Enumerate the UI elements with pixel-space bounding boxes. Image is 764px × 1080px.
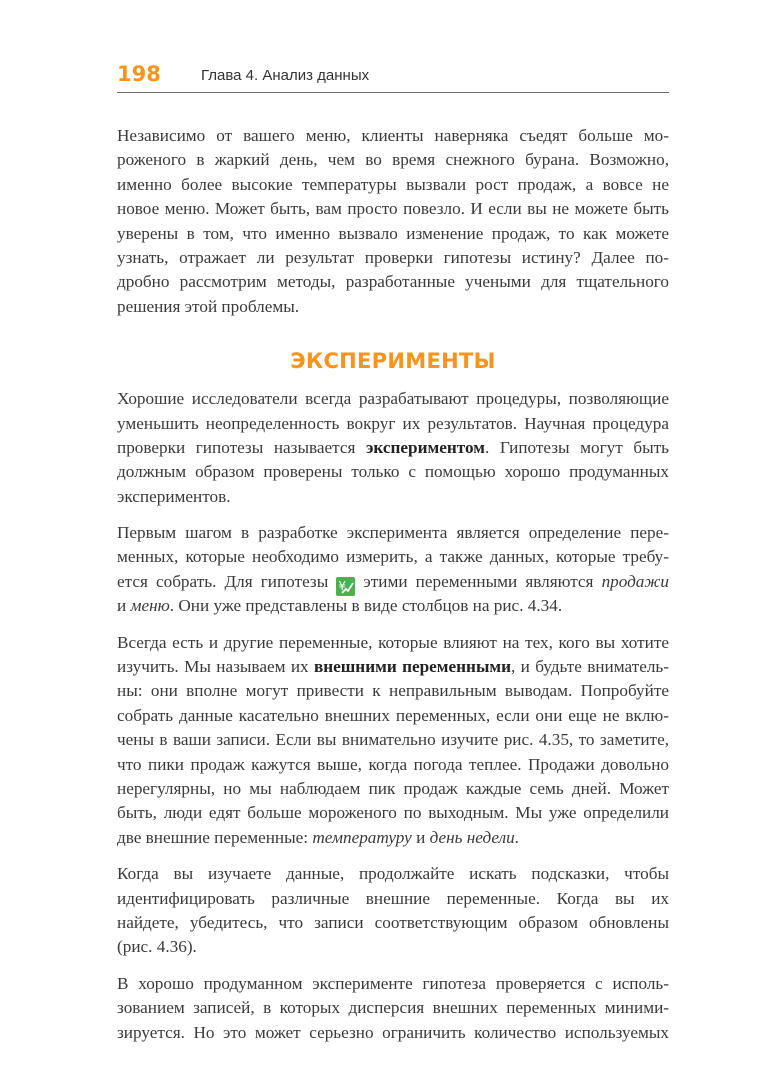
text-run: Независимо от вашего меню, клиенты наверняка съедят больше мо-: [117, 126, 669, 145]
section-heading: ЭКСПЕРИМЕНТЫ: [290, 349, 496, 374]
text-run: экспериментов.: [117, 486, 231, 506]
text-run: узнать, отражает ли результат проверки гипотезы истину? Далее по-: [117, 247, 669, 267]
chapter-title: Глава 4. Анализ данных: [201, 67, 370, 84]
text-line: [117, 295, 669, 319]
text-run: уменьшить неопределенность вокруг их результатов. Научная процедура: [117, 413, 669, 433]
text-run: этими переменными являются: [355, 571, 602, 591]
text-run: две внешние переменные:: [117, 827, 313, 847]
text-run: ется собрать. Для гипотезы: [117, 571, 337, 591]
text-run: менных, которые необходимо измерить, а также данных, которые требу-: [117, 547, 669, 567]
paragraph: [117, 862, 669, 960]
text-line: [117, 655, 669, 679]
text-run: дробно рассмотрим методы, разработанные учеными для тщательного: [117, 272, 669, 292]
italic-term: день недели: [429, 827, 515, 847]
text-run: и: [117, 596, 131, 616]
text-line: [117, 911, 669, 935]
text-line: [117, 436, 669, 460]
text-run: и: [411, 827, 430, 847]
text-run: зируется. Но это может серьезно ограничить количество используемых: [117, 1022, 669, 1042]
text-line: [117, 124, 669, 148]
text-line: [117, 148, 669, 172]
text-run: новое меню. Может быть, вам просто повезло. И если вы не можете быть: [117, 199, 669, 219]
text-run: (рис. 4.36).: [117, 937, 197, 957]
text-line: [117, 197, 669, 221]
italic-term: продажи: [601, 571, 669, 591]
text-run: проверки гипотезы называется: [117, 437, 366, 457]
text-run: собрать данные касательно внешних переменных, если они еще не вклю-: [117, 705, 669, 725]
paragraph: [117, 631, 669, 851]
text-line: [117, 246, 669, 270]
text-line: [117, 570, 669, 594]
text-line: [117, 270, 669, 294]
text-run: . Гипотезы могут быть: [484, 437, 669, 457]
text-run: именно более высокие температуры вызвали рост продаж, а вовсе не: [117, 174, 669, 194]
bold-term: внешними переменными: [313, 657, 511, 677]
body-text: [117, 124, 669, 1057]
text-line: [117, 728, 669, 752]
text-run: Всегда есть и другие переменные, которые влияют на тех, кого вы хотите: [117, 632, 669, 652]
text-line: [117, 826, 669, 850]
text-run: .: [514, 827, 519, 847]
paragraph: [117, 521, 669, 619]
text-run: чены в ваши записи. Если вы внимательно изучите рис. 4.35, то заметите,: [117, 730, 669, 750]
bold-term: экспериментом: [366, 437, 485, 457]
text-run: уверены в том, что именно вызвало изменение продаж, то как можете: [117, 223, 669, 243]
text-run: найдете, убедитесь, что записи соответствующим образом обновлены: [117, 912, 669, 932]
paragraph: [117, 387, 669, 509]
text-line: [117, 753, 669, 777]
text-line: [117, 545, 669, 569]
paragraph: [117, 124, 669, 319]
text-line: [117, 387, 669, 411]
text-line: [117, 460, 669, 484]
text-line: [117, 412, 669, 436]
text-line: [117, 887, 669, 911]
text-line: [117, 777, 669, 801]
text-line: [117, 972, 669, 996]
text-run: быть, люди едят больше мороженого по выходным. Мы уже определили: [117, 803, 669, 823]
text-run: что пики продаж кажутся выше, когда погода теплее. Продажи довольно: [117, 754, 669, 774]
text-line: [117, 173, 669, 197]
text-line: [117, 631, 669, 655]
text-line: [117, 521, 669, 545]
text-run: . Они уже представлены в виде столбцов на рис. 4.34.: [169, 596, 563, 616]
text-run: В хорошо продуманном эксперименте гипотеза проверяется с исполь-: [117, 973, 669, 993]
text-run: роженого в жаркий день, чем во время снежного бурана. Возможно,: [117, 150, 669, 170]
text-run: Первым шагом в разработке эксперимента является определение пере-: [117, 523, 669, 543]
text-line: [117, 679, 669, 703]
text-line: [117, 485, 669, 509]
yen-growth-icon: ¥: [336, 577, 355, 596]
text-run: решения этой проблемы.: [117, 296, 300, 316]
text-line: [117, 222, 669, 246]
text-run: должным образом проверены только с помощью хорошо продуманных: [117, 462, 669, 482]
intro-section: [117, 124, 669, 319]
text-run: Хорошие исследователи всегда разрабатывают процедуры, позволяющие: [117, 389, 669, 409]
text-line: [117, 1021, 669, 1045]
text-line: [117, 801, 669, 825]
text-line: [117, 594, 669, 618]
page-number: 198: [117, 62, 161, 86]
text-run: зованием записей, в которых дисперсия внешних переменных миними-: [117, 998, 669, 1018]
running-header: [117, 62, 669, 93]
text-run: ны: они вполне могут привести к неправильным выводам. Попробуйте: [117, 681, 669, 701]
text-run: , и будьте вниматель-: [510, 657, 669, 677]
italic-term: меню: [130, 596, 170, 616]
italic-term: температуру: [312, 827, 412, 847]
paragraph: [117, 972, 669, 1045]
text-run: нерегулярны, но мы наблюдаем пик продаж каждые семь дней. Может: [117, 778, 669, 798]
text-line: [117, 862, 669, 886]
text-line: [117, 996, 669, 1020]
experiments-section: [117, 387, 669, 1045]
text-line: [117, 704, 669, 728]
text-run: Когда вы изучаете данные, продолжайте искать подсказки, чтобы: [117, 864, 669, 884]
text-run: изучить. Мы называем их: [117, 657, 314, 677]
text-line: [117, 935, 669, 959]
text-run: идентифицировать различные внешние переменные. Когда вы их: [117, 888, 669, 908]
